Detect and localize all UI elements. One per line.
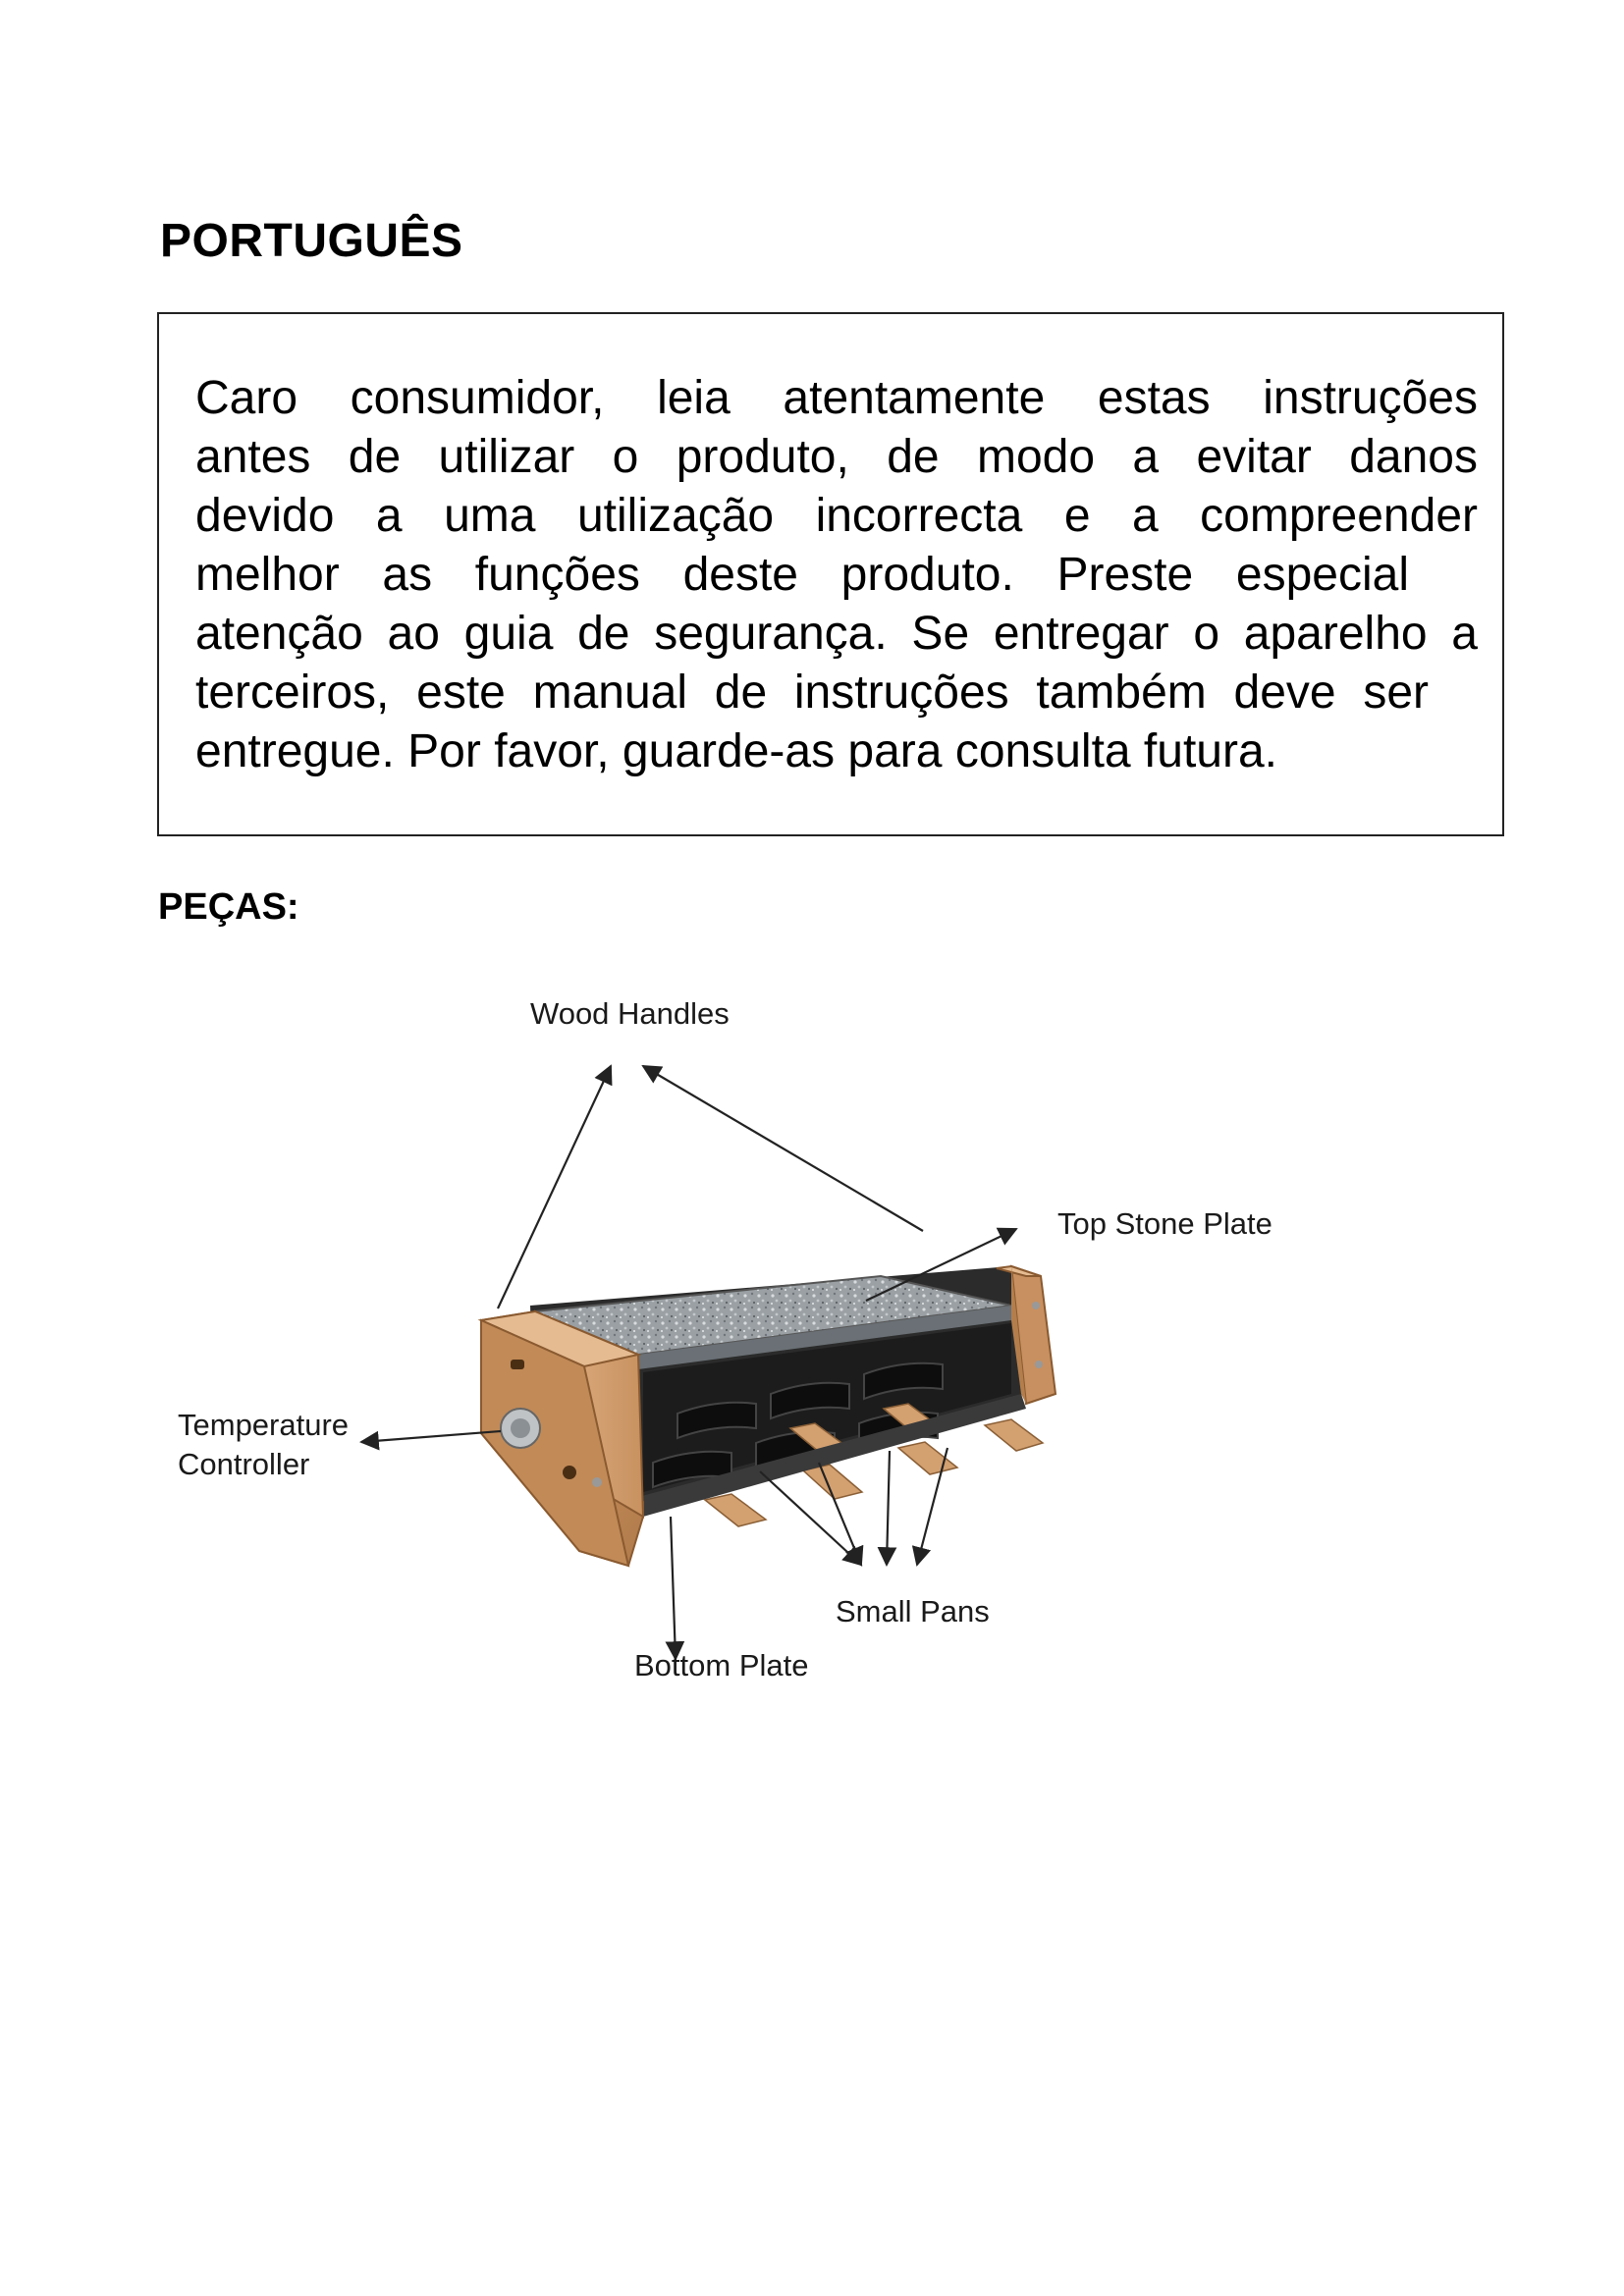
notice-line: antes de utilizar o produto, de modo a evitar danos — [195, 431, 1478, 483]
parts-heading: PEÇAS: — [158, 886, 299, 928]
handle-hole — [563, 1466, 576, 1479]
label-temperature-controller-line1: Temperature — [178, 1408, 350, 1442]
arrow-wood-handles-left — [498, 1066, 611, 1308]
screw — [1035, 1361, 1043, 1368]
notice-line: terceiros, este manual de instruções também deve ser — [195, 667, 1429, 719]
page-title: PORTUGUÊS — [160, 215, 463, 267]
handle-slot — [511, 1360, 524, 1369]
temperature-controller-knob — [501, 1409, 540, 1448]
screw — [592, 1477, 602, 1487]
notice-line: melhor as funções deste produto. Preste especial — [195, 549, 1409, 601]
label-temperature-controller-line2: Controller — [178, 1447, 310, 1481]
label-wood-handles: Wood Handles — [530, 996, 730, 1031]
pan-handle — [705, 1494, 766, 1526]
raclette-grill-illustration — [481, 1266, 1056, 1566]
pan-handle — [985, 1419, 1043, 1451]
arrow-small-pans-3 — [887, 1451, 890, 1565]
notice-line: Caro consumidor, leia atentamente estas instruções — [195, 372, 1478, 424]
arrow-wood-handles-right — [643, 1066, 923, 1231]
notice-line: entregue. Por favor, guarde-as para consulta futura. — [195, 725, 1278, 777]
notice-line: devido a uma utilização incorrecta e a compreender — [195, 490, 1478, 542]
label-small-pans: Small Pans — [836, 1594, 990, 1629]
arrow-temperature-controller — [361, 1431, 501, 1442]
screw — [1032, 1302, 1040, 1309]
label-bottom-plate: Bottom Plate — [634, 1648, 809, 1682]
notice-line: atenção ao guia de segurança. Se entregar o aparelho a — [195, 608, 1478, 660]
arrow-bottom-plate — [671, 1517, 676, 1659]
label-top-stone-plate: Top Stone Plate — [1057, 1206, 1272, 1241]
pan-handle — [898, 1442, 957, 1474]
